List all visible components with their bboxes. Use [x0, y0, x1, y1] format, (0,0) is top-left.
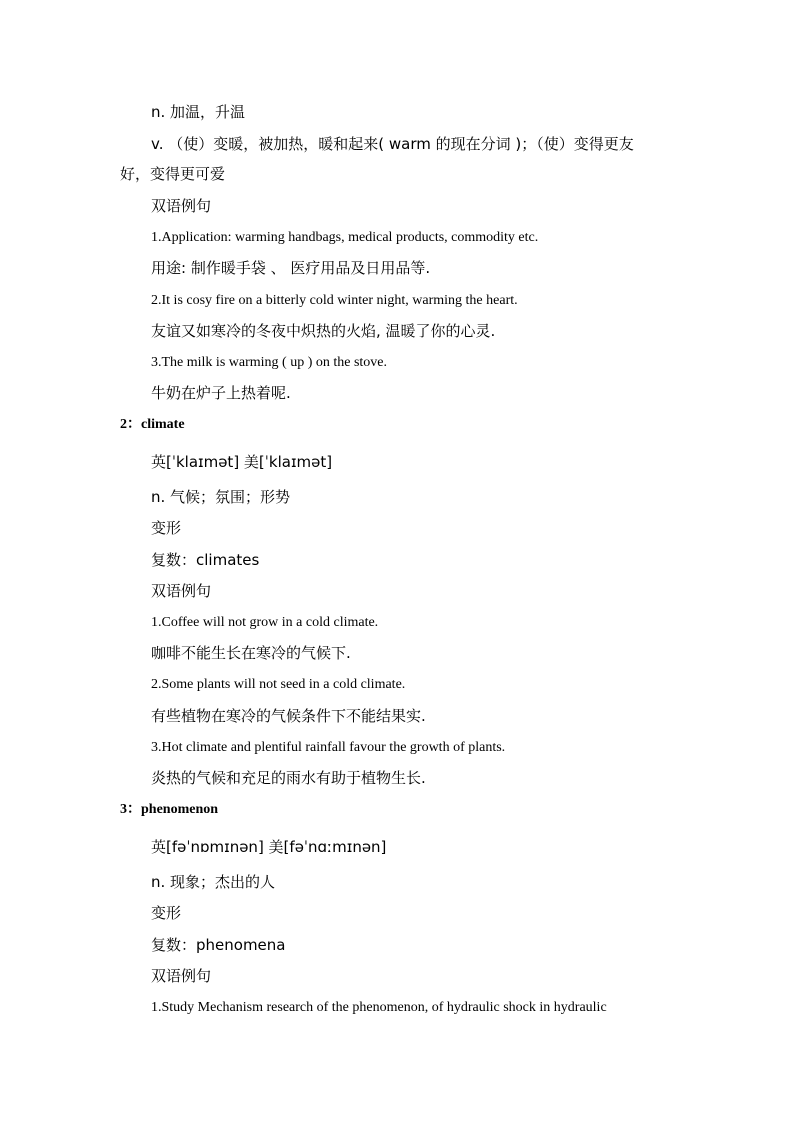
- examples-label: 双语例句: [151, 967, 212, 985]
- example-sentence-en: 2.It is cosy fire on a bitterly cold winter night, warming the heart.: [151, 293, 518, 308]
- example-sentence-en: 1.Application: warming handbags, medical products, commodity etc.: [151, 230, 539, 245]
- forms-label: 变形: [151, 519, 182, 537]
- example-sentence-en: 1.Study Mechanism research of the phenomenon, of hydraulic shock in hydraulic: [151, 1000, 607, 1015]
- example-sentence-en: 2.Some plants will not seed in a cold climate.: [151, 677, 406, 692]
- plural-form: 复数：phenomena: [151, 936, 286, 954]
- example-sentence-zh: 有些植物在寒冷的气候条件下不能结果实.: [151, 707, 426, 725]
- noun-definition: n. 加温，升温: [151, 103, 246, 121]
- definition: n. 现象；杰出的人: [151, 873, 276, 891]
- examples-label: 双语例句: [151, 197, 212, 215]
- entry-heading: 2：climate: [120, 417, 185, 432]
- verb-definition-continued: 好，变得更可爱: [120, 165, 226, 183]
- examples-label: 双语例句: [151, 582, 212, 600]
- example-sentence-en: 3.The milk is warming ( up ) on the stove.: [151, 355, 388, 370]
- example-sentence-en: 1.Coffee will not grow in a cold climate.: [151, 615, 379, 630]
- example-sentence-zh: 炎热的气候和充足的雨水有助于植物生长.: [151, 769, 426, 787]
- forms-label: 变形: [151, 904, 182, 922]
- example-sentence-zh: 牛奶在炉子上热着呢.: [151, 384, 291, 402]
- verb-definition: v. （使）变暖，被加热，暖和起来( warm 的现在分词 )；（使）变得更友: [151, 135, 634, 153]
- entry-heading: 3：phenomenon: [120, 802, 219, 817]
- example-sentence-zh: 友谊又如寒冷的冬夜中炽热的火焰, 温暖了你的心灵.: [151, 322, 496, 340]
- definition: n. 气候；氛围；形势: [151, 488, 291, 506]
- phonetic: 英[fəˈnɒmɪnən] 美[fəˈnɑːmɪnən]: [151, 838, 387, 856]
- plural-form: 复数：climates: [151, 551, 260, 569]
- example-sentence-en: 3.Hot climate and plentiful rainfall favour the growth of plants.: [151, 740, 506, 755]
- example-sentence-zh: 咖啡不能生长在寒冷的气候下.: [151, 644, 351, 662]
- phonetic: 英[ˈklaɪmət] 美[ˈklaɪmət]: [151, 453, 333, 471]
- example-sentence-zh: 用途: 制作暖手袋 、 医疗用品及日用品等.: [151, 259, 431, 277]
